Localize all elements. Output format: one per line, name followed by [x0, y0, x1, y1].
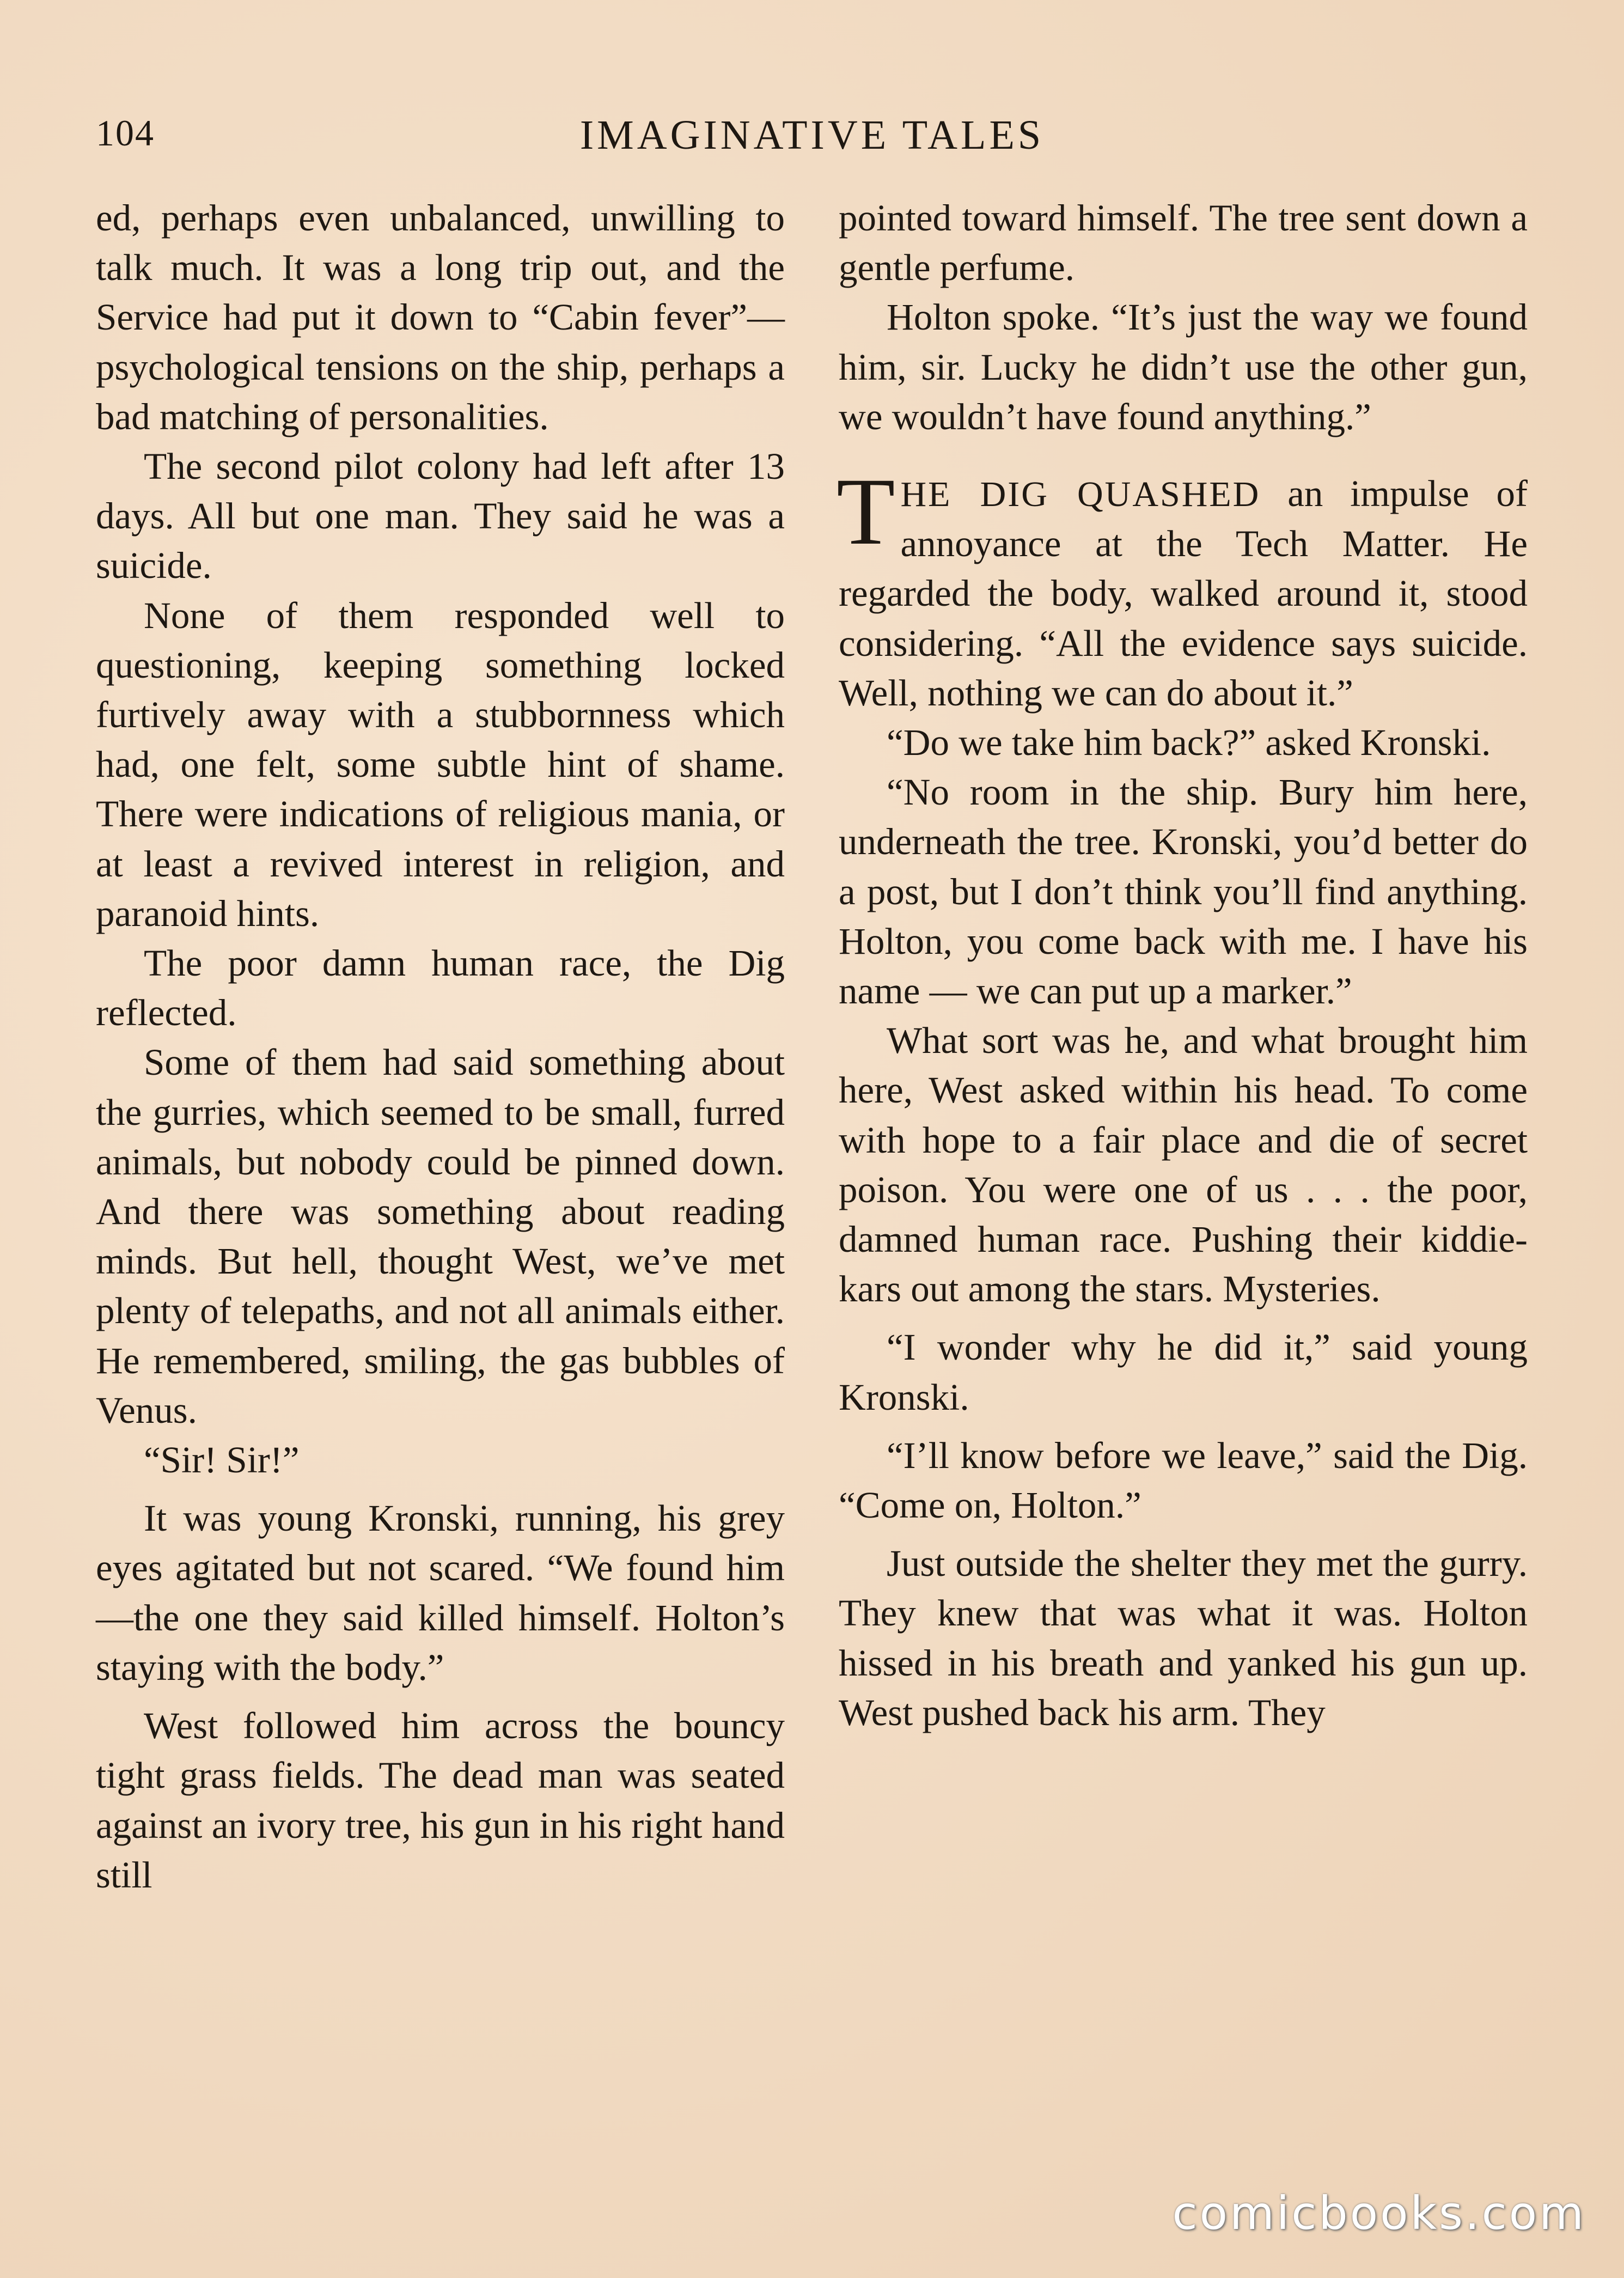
paragraph: “I wonder why he did it,” said young Kronski.	[839, 1326, 1528, 1418]
paragraph: “I’ll know before we leave,” said the Dig. “Come on, Holton.”	[839, 1434, 1528, 1526]
paragraph: None of them responded well to questioning, keeping something locked furtively away with a stubbornness which had, one felt, some subtle hint of shame. There were indications of religious mania, or at least a revived interest in religion, and paranoid hints.	[96, 594, 785, 934]
paragraph: What sort was he, and what brought him here, West asked within his head. To come with hope to a fair place and die of secret poison. You were one of us . . . the poor, damned human race. Pushing their kiddie-kars out among the stars. Mysteries.	[839, 1020, 1528, 1310]
paragraph: Holton spoke. “It’s just the way we found him, sir. Lucky he didn’t use the other gun, we wouldn’t have found anything.”	[839, 296, 1528, 437]
paragraph: It was young Kronski, running, his grey eyes agitated but not scared. “We found him—the one they said killed himself. Holton’s staying with the body.”	[96, 1497, 785, 1688]
paragraph: ed, perhaps even unbalanced, unwilling to talk much. It was a long trip out, and the Service had put it down to “Cabin fever”—psychological tensions on the ship, perhaps a bad matching of personalities.	[96, 197, 785, 437]
right-column	[839, 193, 1528, 1738]
paragraph: The second pilot colony had left after 13 days. All but one man. They said he was a suicide.	[96, 446, 785, 587]
paragraph: “No room in the ship. Bury him here, underneath the tree. Kronski, you’d better do a post, but I don’t think you’ll find anything. Holton, you come back with me. I have his name — we can put up a marker.”	[839, 771, 1528, 1012]
paragraph: Just outside the shelter they met the gurry. They knew that was what it was. Holton hissed in his breath and yanked his gun up. West pushed back his arm. They	[839, 1543, 1528, 1733]
paragraph: Some of them had said something about the gurries, which seemed to be small, furred animals, but nobody could be pinned down. And there was something about reading minds. But hell, thought West, we’ve met plenty of telepaths, and not all animals either. He remembered, smiling, the gas bubbles of Venus.	[96, 1041, 785, 1431]
left-column	[96, 193, 785, 1900]
section-opening-paragraph	[837, 459, 1528, 718]
paragraph: pointed toward himself. The tree sent down a gentle perfume.	[839, 197, 1528, 289]
watermark: comicbooks.com	[1172, 2186, 1586, 2240]
paragraph: “Do we take him back?” asked Kronski.	[887, 722, 1491, 764]
paragraph-text: an impulse of annoyance at the Tech Matter. He regarded the body, walked around it, stood considering. “All the evidence says suicide. Well, nothing we can do about it.”	[839, 473, 1528, 714]
running-title: IMAGINATIVE TALES	[579, 112, 1045, 158]
paragraph: The poor damn human race, the Dig reflected.	[96, 942, 785, 1034]
paragraph: West followed him across the bouncy tight grass fields. The dead man was seated against an ivory tree, his gun in his right hand still	[96, 1705, 785, 1896]
small-caps-lead: HE DIG QUASHED	[900, 474, 1261, 515]
paragraph: “Sir! Sir!”	[144, 1439, 300, 1481]
drop-cap: T	[837, 459, 895, 565]
page-number: 104	[96, 112, 155, 154]
